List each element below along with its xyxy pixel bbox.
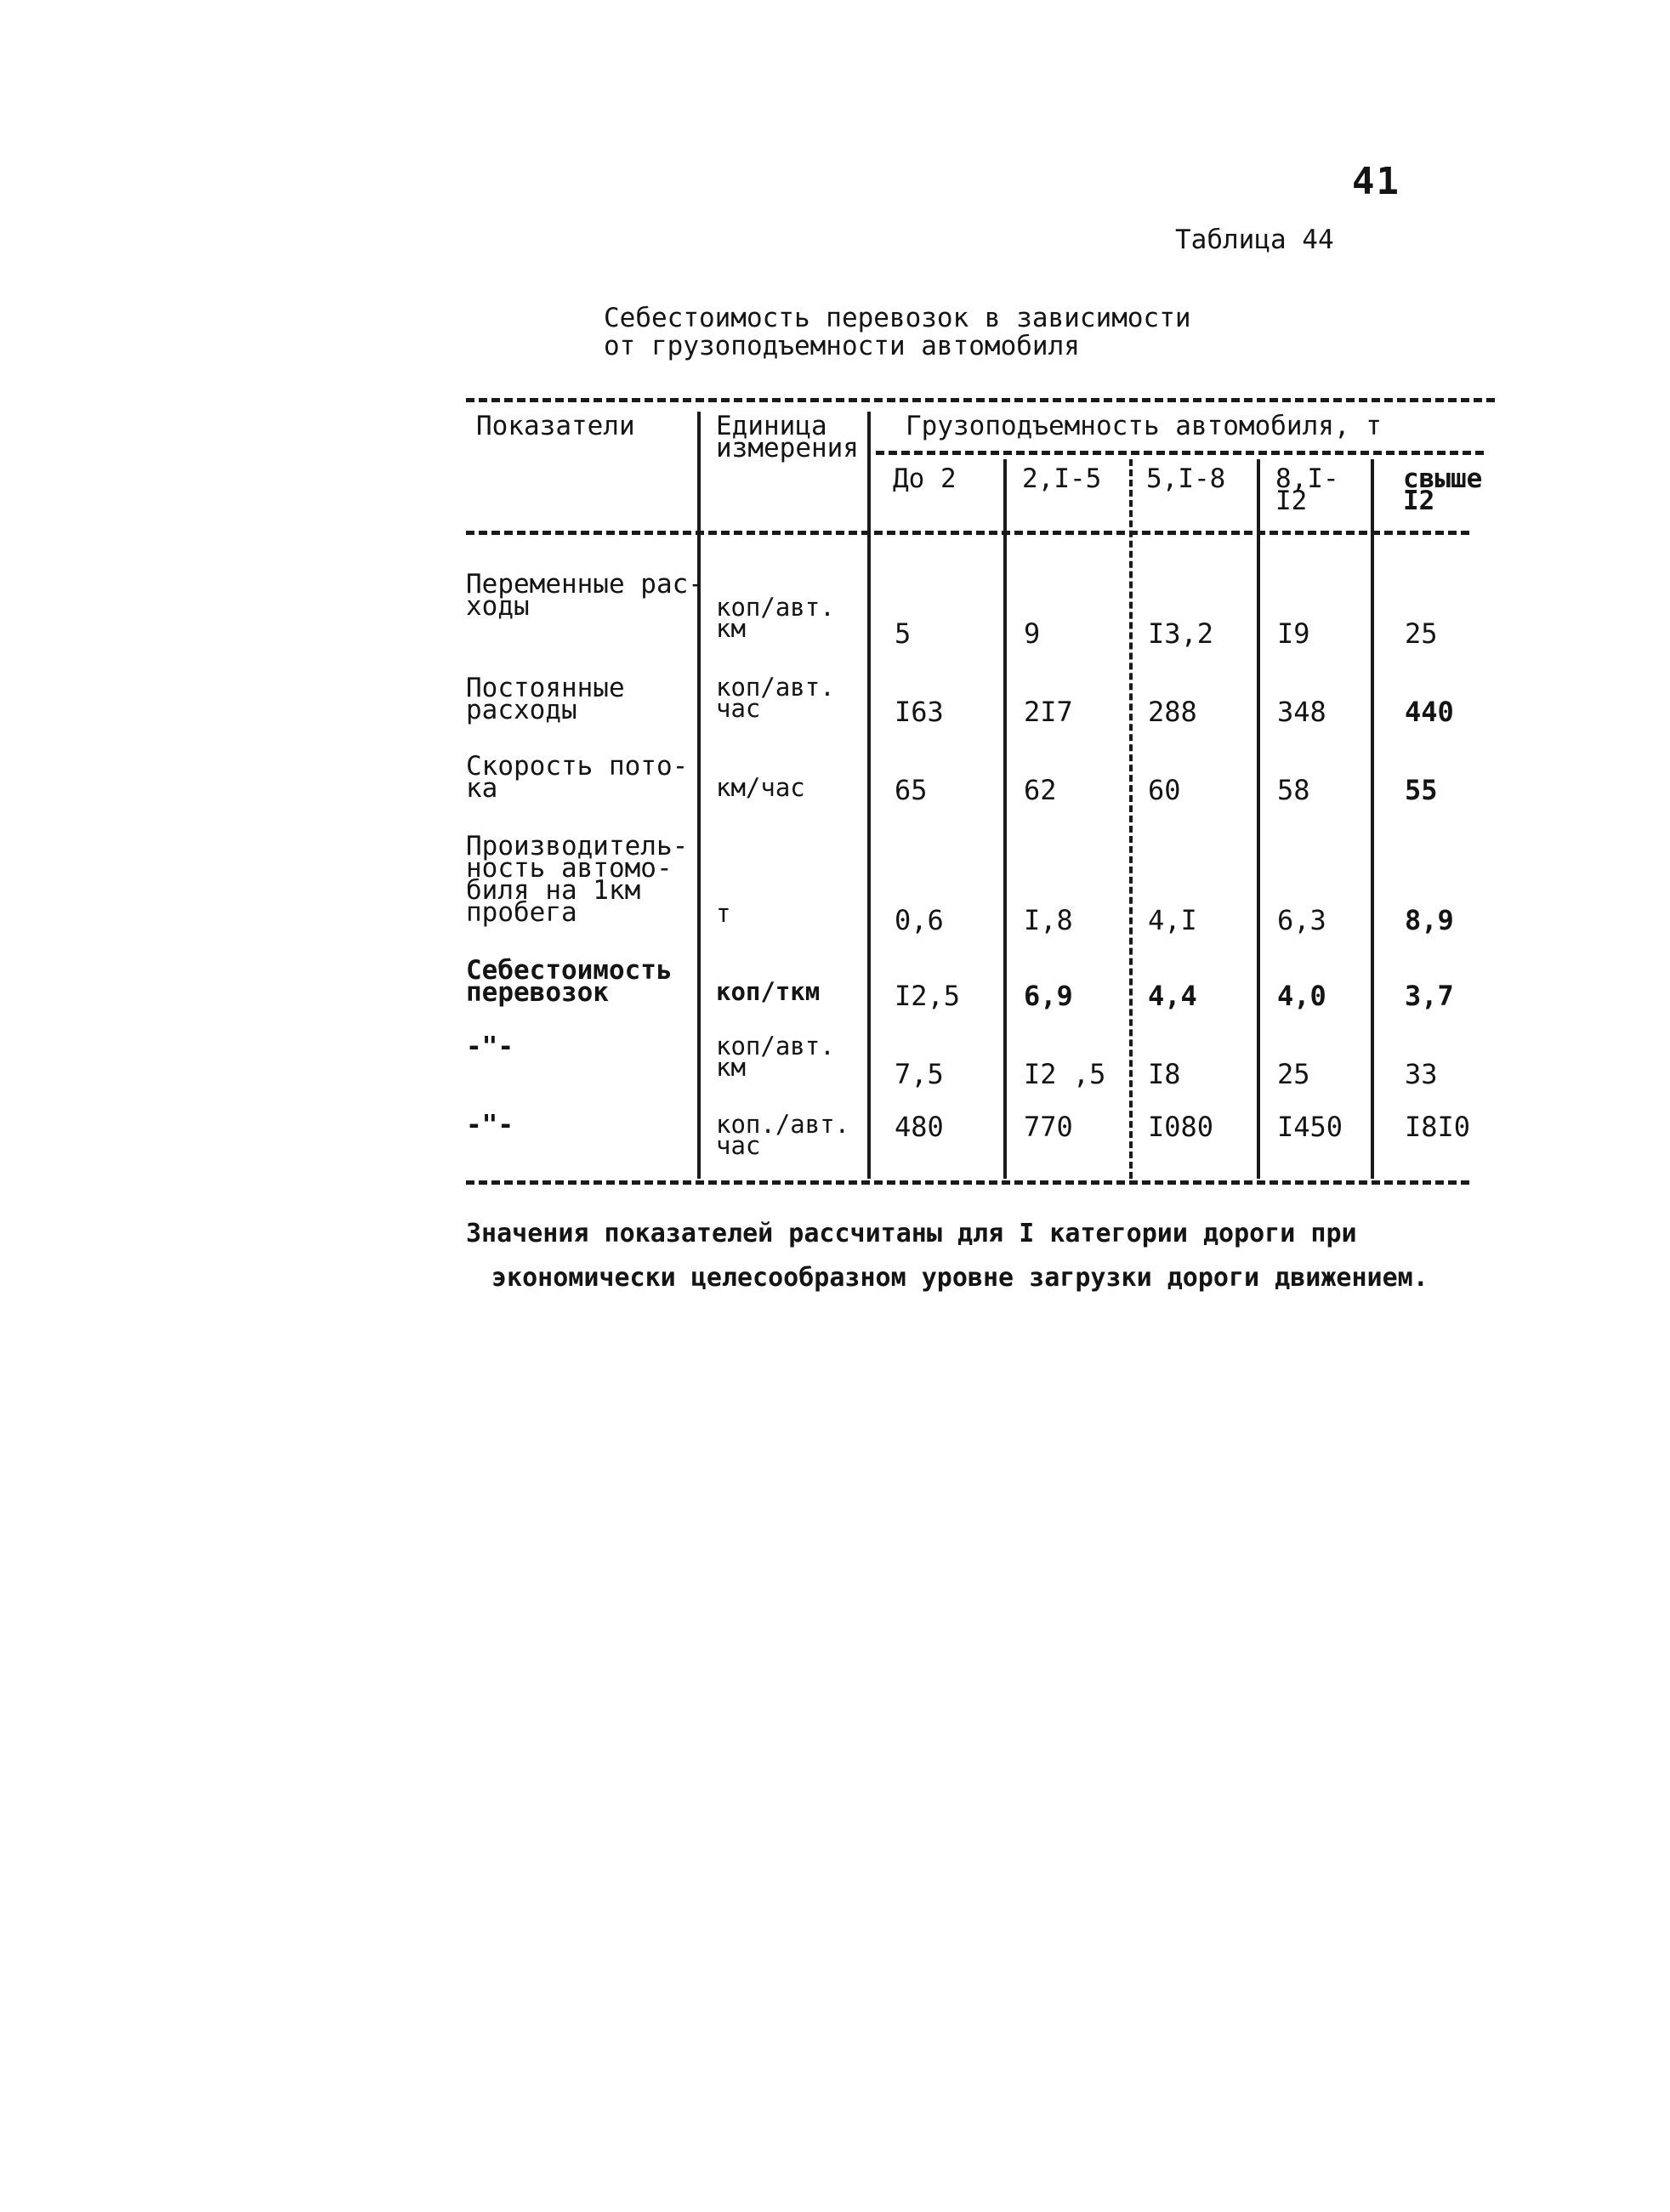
row-value: 65 (895, 774, 928, 806)
row-value: 6,9 (1024, 980, 1073, 1012)
row-value: I2,5 (895, 980, 961, 1012)
row-value: 25 (1405, 617, 1438, 650)
row-value: 6,3 (1277, 904, 1326, 936)
title-line: от грузоподъемности автомобиля (604, 331, 1080, 361)
column-separator (1003, 459, 1007, 1179)
table-top-rule (466, 398, 1495, 402)
header-bottom-rule (466, 531, 1469, 535)
row-value: 9 (1024, 617, 1041, 650)
row-value: 5 (895, 617, 912, 650)
row-value: 0,6 (895, 904, 944, 936)
row-value: I8 (1148, 1058, 1181, 1090)
row-value: 58 (1277, 774, 1310, 806)
column-separator (1257, 459, 1260, 1179)
row-value: 3,7 (1405, 980, 1454, 1012)
row-value: 348 (1277, 696, 1326, 728)
row-value: I450 (1277, 1111, 1343, 1143)
row-unit: км/час (716, 773, 805, 802)
row-indicator: -"- (466, 1110, 514, 1140)
header-col-5: свыше I2 (1403, 463, 1483, 516)
row-indicator: Производитель- ность автомо- биля на 1км пробега (466, 831, 689, 928)
header-col-3: 5,I-8 (1146, 463, 1226, 494)
row-value: 25 (1277, 1058, 1310, 1090)
row-value: I,8 (1024, 904, 1073, 936)
row-indicator: Постоянные расходы (466, 673, 625, 725)
row-value: 55 (1405, 774, 1438, 806)
row-indicator: Себестоимость перевозок (466, 955, 673, 1008)
row-value: 2I7 (1024, 696, 1073, 728)
row-value: I8I0 (1405, 1111, 1471, 1143)
row-value: 33 (1405, 1058, 1438, 1090)
column-separator (697, 412, 701, 1179)
row-value: I3,2 (1148, 617, 1214, 650)
title-line: Себестоимость перевозок в зависимости (604, 303, 1191, 333)
row-value: 4,I (1148, 904, 1197, 936)
capacity-header-rule (876, 451, 1484, 455)
row-unit: коп/авт. км (716, 1032, 835, 1082)
table-note (466, 1212, 1429, 1300)
column-separator (1129, 459, 1133, 1179)
row-value: 62 (1024, 774, 1057, 806)
row-value: I080 (1148, 1111, 1214, 1143)
row-indicator: Скорость пото- ка (466, 751, 689, 804)
row-value: 7,5 (895, 1058, 944, 1090)
header-unit: Единица измерения (716, 411, 859, 463)
note-line: экономически целесообразном уровне загрузки дороги движением. (491, 1263, 1429, 1293)
row-value: 480 (895, 1111, 944, 1143)
row-value: I9 (1277, 617, 1310, 650)
row-value: 770 (1024, 1111, 1073, 1143)
row-unit: коп/авт. час (716, 673, 835, 723)
column-separator (867, 412, 871, 1179)
page-number: 41 (1352, 160, 1400, 203)
row-value: 60 (1148, 774, 1181, 806)
row-unit: коп./авт. час (716, 1110, 850, 1160)
header-col-4: 8,I- I2 (1275, 463, 1339, 516)
row-value: I63 (895, 696, 944, 728)
header-indicators: Показатели (476, 411, 635, 441)
row-value: I2 ,5 (1024, 1058, 1106, 1090)
table-bottom-rule (466, 1180, 1469, 1185)
header-capacity: Грузоподъемность автомобиля, т (906, 411, 1382, 441)
row-value: 8,9 (1405, 904, 1454, 936)
row-value: 288 (1148, 696, 1197, 728)
table-label: Таблица 44 (1175, 225, 1334, 255)
row-value: 440 (1405, 696, 1454, 728)
row-value: 4,0 (1277, 980, 1326, 1012)
row-unit: т (716, 899, 731, 928)
row-unit: коп/авт. км (716, 593, 835, 643)
row-unit: коп/ткм (716, 977, 821, 1006)
note-line: Значения показателей рассчитаны для I категории дороги при (466, 1219, 1357, 1248)
column-separator (1371, 459, 1374, 1179)
header-col-2: 2,I-5 (1022, 463, 1102, 494)
row-indicator: Переменные рас- ходы (466, 569, 704, 622)
row-indicator: -"- (466, 1032, 514, 1062)
header-col-1: До 2 (893, 463, 957, 494)
row-value: 4,4 (1148, 980, 1197, 1012)
